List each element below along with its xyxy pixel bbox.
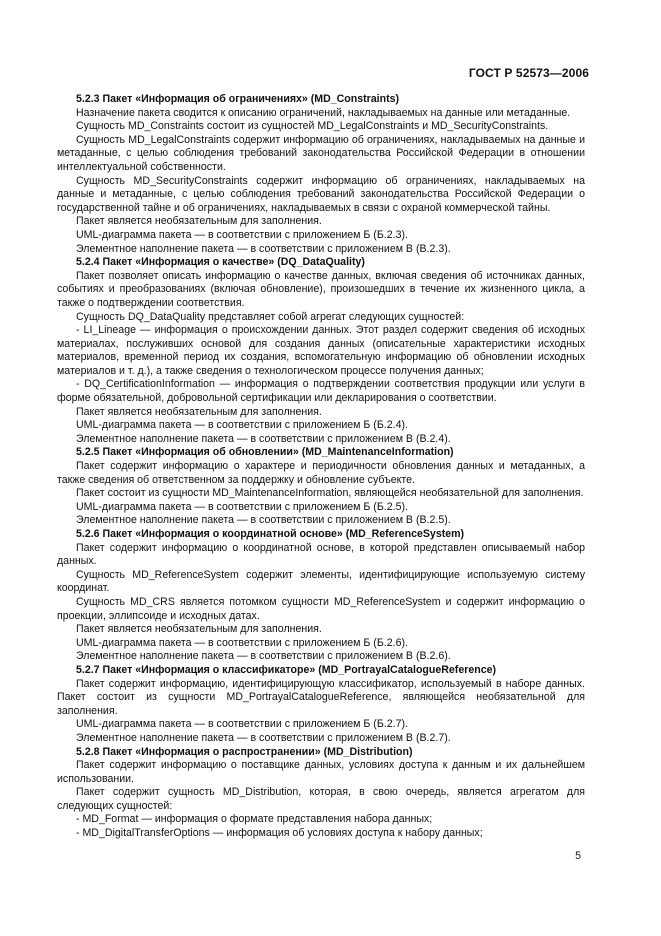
paragraph: UML-диаграмма пакета — в соответствии с приложением Б (Б.2.6).: [76, 636, 408, 649]
page-number: 5: [575, 850, 581, 862]
document-body: [57, 93, 585, 841]
paragraph: Пакет содержит информацию о поставщике данных, условиях доступа к данным и их дальнейшем использовании.: [57, 759, 585, 785]
paragraph: Сущность MD_Constraints состоит из сущностей MD_LegalConstraints и MD_SecurityConstraints.: [76, 120, 549, 133]
paragraph: Сущность MD_CRS является потомком сущности MD_ReferenceSystem и содержит информацию о проекции, эллипсоиде и исходных датах.: [57, 595, 585, 622]
paragraph: Пакет позволяет описать информацию о качестве данных, включая сведения об источниках данных, событиях и преобразованиях (включая обновление), произошедших в течение их жизненного цикла, а также о подтверждении соответствия.: [57, 269, 585, 309]
paragraph: Сущность DQ_DataQuality представляет собой агрегат следующих сущностей:: [76, 310, 465, 323]
paragraph: Элементное наполнение пакета — в соответствии с приложением В (В.2.6).: [76, 650, 451, 663]
paragraph: UML-диаграмма пакета — в соответствии с приложением Б (Б.2.7).: [76, 718, 408, 731]
section-heading: 5.2.4 Пакет «Информация о качестве» (DQ_DataQuality): [76, 256, 365, 269]
paragraph: Сущность MD_LegalConstraints содержит информацию об ограничениях, накладываемых на данные и метаданные, с целью соблюдения требований законодательства Российской Федерации в отношении интеллектуальной собственности.: [57, 133, 585, 173]
paragraph: Пакет содержит информацию, идентифицирующую классификатор, используемый в наборе данных. Пакет состоит из сущности MD_PortrayalCatalogueReference, являющейся необязательной для заполнения.: [57, 677, 585, 717]
section-heading: 5.2.6 Пакет «Информация о координатной основе» (MD_ReferenceSystem): [76, 528, 465, 540]
paragraph: Сущность MD_SecurityConstraints содержит информацию об ограничениях, накладываемых на данные и метаданные, с целью соблюдения требований законодательства Российской Федерации о государственной тайне и об ограничениях, накладываемых в связи с охраной коммерческой тайны.: [57, 174, 585, 214]
list-item: - MD_Format — информация о формате представления набора данных;: [76, 813, 433, 826]
paragraph: Элементное наполнение пакета — в соответствии с приложением В (В.2.7).: [76, 731, 451, 744]
document-code: ГОСТ Р 52573—2006: [468, 66, 589, 80]
paragraph: UML-диаграмма пакета — в соответствии с приложением Б (Б.2.5).: [76, 500, 408, 513]
paragraph: Пакет содержит информацию о координатной основе, в которой представлен описываемый набор данных.: [57, 541, 585, 568]
paragraph: Пакет является необязательным для заполнения.: [76, 623, 322, 636]
paragraph: Элементное наполнение пакета — в соответствии с приложением В (В.2.5).: [76, 514, 451, 527]
paragraph: UML-диаграмма пакета — в соответствии с приложением Б (Б.2.4).: [76, 419, 408, 432]
list-item: - MD_DigitalTransferOptions — информация об условиях доступа к набору данных;: [76, 827, 483, 840]
paragraph: Пакет состоит из сущности MD_MaintenanceInformation, являющейся необязательной для заполнения.: [76, 487, 584, 500]
paragraph: UML-диаграмма пакета — в соответствии с приложением Б (Б.2.3).: [76, 228, 408, 241]
list-item: - DQ_CertificationInformation — информация о подтверждении соответствия продукции или услуги в форме обязательной, добровольной сертификации или декларирования о соответствии.: [57, 378, 585, 405]
section-heading: 5.2.3 Пакет «Информация об ограничениях» (MD_Constraints): [76, 93, 400, 105]
paragraph: Пакет является необязательным для заполнения.: [76, 215, 322, 228]
paragraph: Пакет содержит сущность MD_Distribution, которая, в свою очередь, является агрегатом для следующих сущностей:: [57, 786, 585, 812]
section-heading: 5.2.5 Пакет «Информация об обновлении» (MD_MaintenanceInformation): [76, 446, 454, 459]
paragraph: Сущность MD_ReferenceSystem содержит элементы, идентифицирующие используемую систему координат.: [57, 568, 585, 595]
paragraph: Элементное наполнение пакета — в соответствии с приложением В (В.2.3).: [76, 242, 451, 255]
paragraph: Назначение пакета сводится к описанию ограничений, накладываемых на данные или метаданные.: [76, 106, 571, 119]
list-item: - LI_Lineage — информация о происхождении данных. Этот раздел содержит сведения об исходных материалах, послуживших основой для создания данных (описательные характеристики исходных материалов, временной период их создания, вспомогательную информацию об обновлении исходных материалов и т. д.), а также сведения о технологическом процессе получения данных;: [57, 324, 585, 377]
paragraph: Элементное наполнение пакета — в соответствии с приложением В (В.2.4).: [76, 432, 451, 445]
section-heading: 5.2.7 Пакет «Информация о классификаторе» (MD_PortrayalCatalogueReference): [76, 663, 497, 676]
paragraph: Пакет содержит информацию о характере и периодичности обновления данных и метаданных, а также сведения об ответственном за поддержку и обновление субъекте.: [57, 460, 585, 486]
paragraph: Пакет является необязательным для заполнения.: [76, 405, 322, 418]
section-heading: 5.2.8 Пакет «Информация о распространении» (MD_Distribution): [76, 745, 413, 758]
